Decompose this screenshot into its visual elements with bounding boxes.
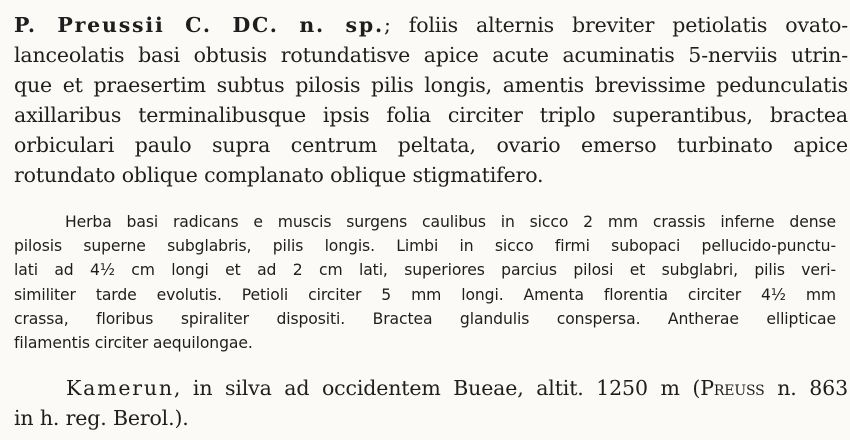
diagnosis-line-1 (14, 10, 848, 40)
locality-line-1 (14, 373, 848, 403)
locality-line-2: in h. reg. Berol.). (14, 406, 189, 430)
locality-place: Kamerun (66, 376, 174, 400)
description-line-3: lati ad 4½ cm longi et ad 2 cm lati, superiores parcius pilosi et subglabri, pilis veri- (14, 261, 836, 280)
species-diagnosis (14, 10, 848, 190)
diagnosis-line-2: lanceolatis basi obtusis rotundatisve apice acute acuminatis 5-nerviis utrin- (14, 43, 848, 67)
diagnosis-line-3: que et praesertim subtus pilosis pilis longis, amentis brevissime pedunculatis (14, 73, 848, 97)
locality-text: , in silva ad occidentem Bueae, altit. 1250 m ( (173, 376, 701, 400)
taxon-name: P. Preussii C. DC. n. sp. (14, 13, 384, 37)
locality-citation (14, 373, 848, 433)
diagnosis-line-6: rotundato oblique complanato oblique stigmatifero. (14, 163, 544, 187)
description-line-4: similiter tarde evolutis. Petioli circiter 5 mm longi. Amenta florentia circiter 4½ mm (14, 285, 836, 304)
species-description (14, 210, 836, 355)
description-line-5: crassa, floribus spiraliter dispositi. Bractea glandulis conspersa. Antherae ellipticae (14, 309, 836, 328)
diagnosis-line-4: axillaribus terminalibusque ipsis folia circiter triplo superantibus, bractea (14, 103, 848, 127)
description-line-2: pilosis superne subglabris, pilis longis. Limbi in sicco firmi subopaci pellucido-punctu- (14, 237, 836, 256)
collector-name: Preuss (700, 376, 765, 400)
description-line-6: filamentis circiter aequilongae. (14, 334, 253, 353)
diagnosis-line-5: orbiculari paulo supra centrum peltata, ovario emerso turbinato apice (14, 133, 848, 157)
diagnosis-line-1-text: ; foliis alternis breviter petiolatis ovato- (383, 13, 849, 37)
description-line-1: Herba basi radicans e muscis surgens caulibus in sicco 2 mm crassis inferne dense (65, 213, 836, 231)
collection-number: n. 863 (764, 376, 848, 400)
